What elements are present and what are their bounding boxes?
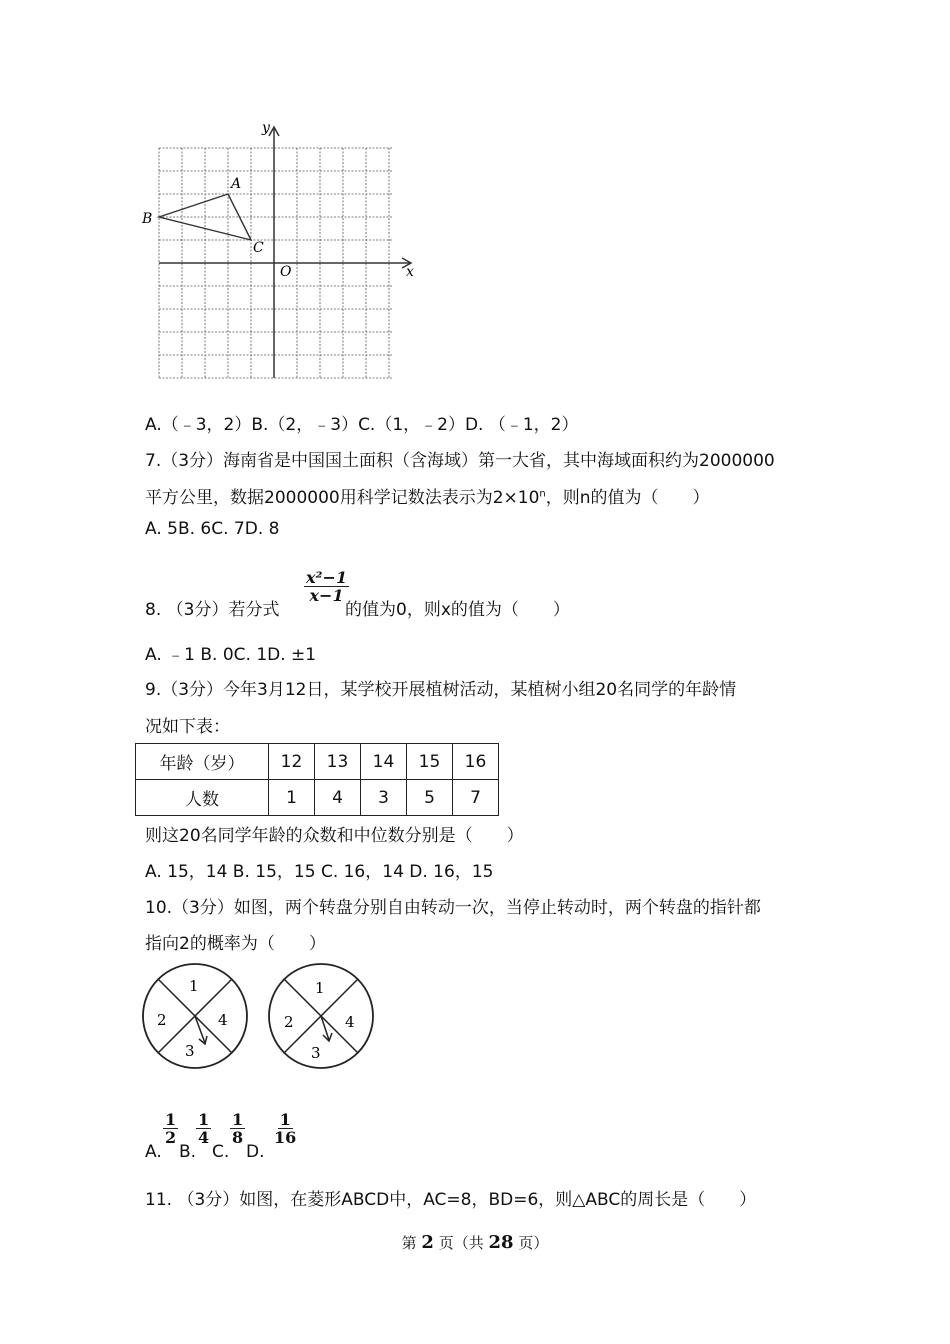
q9-options: A. 15，14 B. 15，15 C. 16，14 D. 16，15 [145,862,494,882]
count-cell: 3 [361,780,407,816]
spinner-label-2: 2 [284,1013,294,1031]
age-table [135,743,499,816]
footer-page-number: 2 [421,1232,434,1253]
q8-numerator: x²−1 [306,568,348,587]
fraction-denominator: 8 [232,1128,244,1147]
fraction-numerator: 1 [232,1110,244,1129]
count-cell: 5 [407,780,453,816]
count-row [136,780,499,816]
q7-line2-a: 平方公里，数据2000000用科学记数法表示为2×10 [145,488,540,508]
coordinate-graph [140,118,420,388]
q10-fraction-a [163,1111,178,1146]
spinner-label-1: 1 [315,979,325,997]
spinner-label-2: 2 [157,1011,167,1029]
spinner-label-4: 4 [218,1011,228,1029]
age-cell: 13 [315,744,361,780]
q10-line2: 指向2的概率为（ ） [145,934,326,954]
count-header: 人数 [136,780,269,816]
q8-options: A. ﹣1 B. 0C. 1D. ±1 [145,645,317,665]
spinner-label-1: 1 [189,977,199,995]
footer-mid: 页（共 [438,1234,484,1252]
q7-line1: 7.（3分）海南省是中国国土面积（含海域）第一大省，其中海域面积约为2000000 [145,451,775,471]
spinner-right [266,960,378,1072]
fraction-numerator: 1 [279,1110,291,1129]
age-cell: 15 [407,744,453,780]
spinner-left [140,960,252,1072]
q6-options: A.（﹣3，2）B.（2，﹣3）C.（1，﹣2）D. （﹣1，2） [145,415,579,435]
age-cell: 16 [453,744,499,780]
q10-option-a-label: A. [145,1142,162,1162]
x-axis-label: x [406,264,414,280]
count-cell: 1 [269,780,315,816]
q7-options: A. 5B. 6C. 7D. 8 [145,519,280,539]
q10-option-d-label: D. [246,1142,265,1162]
q8-prefix: 8. （3分）若分式 [145,600,280,620]
age-cell: 12 [269,744,315,780]
count-cell: 7 [453,780,499,816]
spinner-label-3: 3 [185,1042,195,1060]
spinner-label-3: 3 [311,1044,321,1062]
q10-fraction-c [230,1111,245,1146]
point-a-label: A [231,176,242,192]
q7-line2 [145,483,710,508]
q7-exponent: n [539,488,546,500]
age-cell: 14 [361,744,407,780]
footer-total-pages: 28 [488,1232,514,1253]
q10-fraction-b [196,1111,211,1146]
footer-pre: 第 [401,1234,417,1252]
q8-suffix: 的值为0，则x的值为（ ） [345,600,570,620]
spinner-label-4: 4 [345,1013,355,1031]
q8-fraction [304,569,349,604]
age-header: 年龄（岁） [136,744,269,780]
q9-question: 则这20名同学年龄的众数和中位数分别是（ ） [145,826,524,846]
fraction-denominator: 16 [274,1128,297,1147]
q10-option-c-label: C. [212,1142,230,1162]
fraction-numerator: 1 [165,1110,177,1129]
q8-denominator: x−1 [309,586,344,605]
q9-line1: 9.（3分）今年3月12日，某学校开展植树活动，某植树小组20名同学的年龄情 [145,680,737,700]
age-row [136,744,499,780]
fraction-denominator: 4 [198,1128,210,1147]
q10-fraction-d [274,1111,296,1146]
q7-line2-b: ，则n的值为（ ） [545,488,710,508]
footer-post: 页） [518,1234,549,1252]
q11: 11. （3分）如图，在菱形ABCD中，AC=8，BD=6，则△ABC的周长是（ ） [145,1190,757,1210]
page-footer [0,1232,950,1253]
fraction-numerator: 1 [198,1110,210,1129]
q10-option-b-label: B. [179,1142,197,1162]
origin-label: O [280,264,292,280]
point-b-label: B [142,211,153,227]
q10-line1: 10.（3分）如图，两个转盘分别自由转动一次，当停止转动时，两个转盘的指针都 [145,898,761,918]
point-c-label: C [253,240,264,256]
count-cell: 4 [315,780,361,816]
fraction-denominator: 2 [165,1128,177,1147]
y-axis-label: y [262,120,270,136]
q9-line2: 况如下表： [145,717,230,737]
